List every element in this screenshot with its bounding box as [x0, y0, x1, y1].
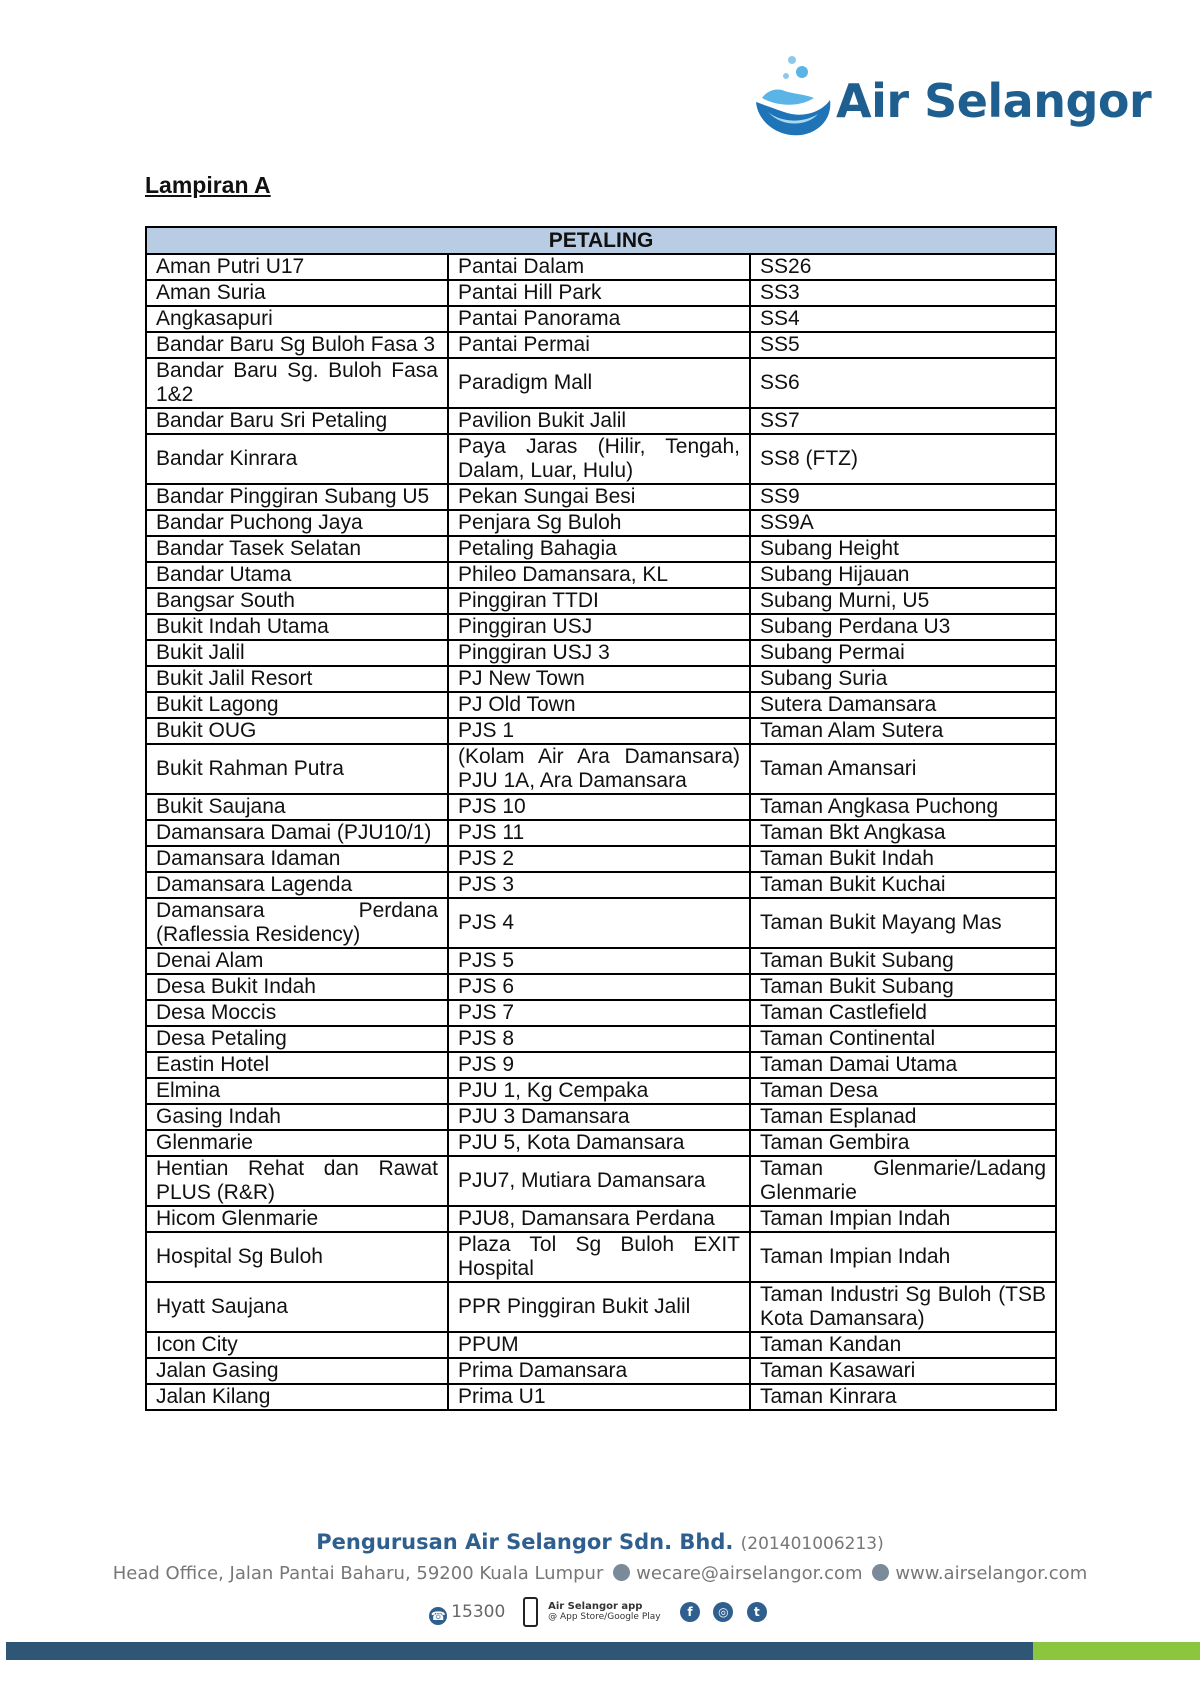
table-cell: Bukit Indah Utama — [146, 614, 448, 640]
table-row — [146, 692, 1056, 718]
table-cell: Damansara Perdana (Raflessia Residency) — [146, 898, 448, 948]
table-header-district: PETALING — [146, 227, 1056, 254]
table-row — [146, 1282, 1056, 1332]
table-cell: Taman Bukit Mayang Mas — [750, 898, 1056, 948]
footer-icons — [0, 1597, 1200, 1627]
app-stores: @ App Store/Google Play — [548, 1612, 661, 1622]
table-cell: SS9 — [750, 484, 1056, 510]
table-cell: Bandar Kinrara — [146, 434, 448, 484]
table-cell: Prima Damansara — [448, 1358, 750, 1384]
table-row — [146, 820, 1056, 846]
table-cell: Bukit OUG — [146, 718, 448, 744]
table-cell: Pantai Panorama — [448, 306, 750, 332]
footer-contact — [0, 1563, 1200, 1584]
table-row — [146, 1026, 1056, 1052]
table-cell: Damansara Idaman — [146, 846, 448, 872]
table-row — [146, 1130, 1056, 1156]
table-cell: PJ Old Town — [448, 692, 750, 718]
table-cell: Subang Suria — [750, 666, 1056, 692]
table-cell: Pekan Sungai Besi — [448, 484, 750, 510]
table-cell: Taman Bukit Subang — [750, 948, 1056, 974]
table-cell: Aman Suria — [146, 280, 448, 306]
table-cell: Bandar Baru Sg Buloh Fasa 3 — [146, 332, 448, 358]
table-cell: Taman Gembira — [750, 1130, 1056, 1156]
table-cell: Bandar Baru Sri Petaling — [146, 408, 448, 434]
table-cell: Aman Putri U17 — [146, 254, 448, 280]
table-row — [146, 434, 1056, 484]
table-cell: Bukit Rahman Putra — [146, 744, 448, 794]
table-cell: Damansara Lagenda — [146, 872, 448, 898]
table-cell: Desa Bukit Indah — [146, 974, 448, 1000]
table-cell: SS6 — [750, 358, 1056, 408]
instagram-icon[interactable]: ◎ — [713, 1602, 733, 1622]
table-cell: Bandar Puchong Jaya — [146, 510, 448, 536]
table-cell: PJ New Town — [448, 666, 750, 692]
table-cell: SS9A — [750, 510, 1056, 536]
table-cell: Taman Bukit Subang — [750, 974, 1056, 1000]
table-cell: Eastin Hotel — [146, 1052, 448, 1078]
table-cell: PJS 1 — [448, 718, 750, 744]
table-cell: Phileo Damansara, KL — [448, 562, 750, 588]
table-cell: PJS 10 — [448, 794, 750, 820]
table-row — [146, 614, 1056, 640]
table-cell: Taman Kasawari — [750, 1358, 1056, 1384]
table-cell: Pantai Hill Park — [448, 280, 750, 306]
water-drop-icon — [752, 54, 836, 144]
table-row — [146, 640, 1056, 666]
table-row — [146, 718, 1056, 744]
table-row — [146, 1332, 1056, 1358]
table-cell: Taman Bukit Indah — [750, 846, 1056, 872]
table-row — [146, 666, 1056, 692]
logo-text: Air Selangor — [836, 74, 1152, 128]
table-row — [146, 898, 1056, 948]
company-name: Pengurusan Air Selangor Sdn. Bhd. — [316, 1530, 734, 1554]
table-cell: Pantai Dalam — [448, 254, 750, 280]
table-row — [146, 948, 1056, 974]
table-cell: Desa Moccis — [146, 1000, 448, 1026]
table-cell: PJS 8 — [448, 1026, 750, 1052]
table-cell: Damansara Damai (PJU10/1) — [146, 820, 448, 846]
table-cell: (Kolam Air Ara Damansara) PJU 1A, Ara Damansara — [448, 744, 750, 794]
table-cell: Denai Alam — [146, 948, 448, 974]
table-cell: Hyatt Saujana — [146, 1282, 448, 1332]
table-cell: Taman Damai Utama — [750, 1052, 1056, 1078]
globe-icon — [872, 1564, 889, 1581]
table-row — [146, 358, 1056, 408]
table-cell: Desa Petaling — [146, 1026, 448, 1052]
table-row — [146, 1232, 1056, 1282]
table-cell: SS26 — [750, 254, 1056, 280]
table-cell: Pinggiran USJ — [448, 614, 750, 640]
table-row — [146, 484, 1056, 510]
phone-icon: ☎ — [430, 1609, 446, 1623]
head-office-address: Head Office, Jalan Pantai Baharu, 59200 Kuala Lumpur — [112, 1563, 604, 1584]
table-cell: Jalan Kilang — [146, 1384, 448, 1410]
table-cell: Taman Impian Indah — [750, 1232, 1056, 1282]
contact-email[interactable]: wecare@airselangor.com — [636, 1563, 863, 1584]
table-cell: Sutera Damansara — [750, 692, 1056, 718]
table-cell: Subang Perdana U3 — [750, 614, 1056, 640]
table-cell: PJS 4 — [448, 898, 750, 948]
table-cell: Bangsar South — [146, 588, 448, 614]
hotline-number: 15300 — [451, 1602, 506, 1622]
table-cell: SS3 — [750, 280, 1056, 306]
table-cell: Taman Impian Indah — [750, 1206, 1056, 1232]
table-cell: SS8 (FTZ) — [750, 434, 1056, 484]
table-cell: PJU7, Mutiara Damansara — [448, 1156, 750, 1206]
table-cell: Taman Kinrara — [750, 1384, 1056, 1410]
table-cell: PJS 5 — [448, 948, 750, 974]
table-row — [146, 1206, 1056, 1232]
table-cell: Bukit Jalil — [146, 640, 448, 666]
table-cell: Petaling Bahagia — [448, 536, 750, 562]
table-cell: PJU 3 Damansara — [448, 1104, 750, 1130]
document-heading: Lampiran A — [145, 172, 271, 198]
table-row — [146, 562, 1056, 588]
table-row — [146, 744, 1056, 794]
location-table — [145, 226, 1057, 1411]
table-cell: Taman Desa — [750, 1078, 1056, 1104]
table-cell: Taman Esplanad — [750, 1104, 1056, 1130]
table-cell: Pinggiran USJ 3 — [448, 640, 750, 666]
table-cell: PJS 6 — [448, 974, 750, 1000]
table-row — [146, 408, 1056, 434]
table-cell: Bukit Lagong — [146, 692, 448, 718]
company-registration: (201401006213) — [740, 1534, 884, 1554]
table-row — [146, 332, 1056, 358]
table-row — [146, 1052, 1056, 1078]
table-row — [146, 1358, 1056, 1384]
table-row — [146, 1000, 1056, 1026]
table-row — [146, 974, 1056, 1000]
table-row — [146, 536, 1056, 562]
table-cell: PJU 5, Kota Damansara — [448, 1130, 750, 1156]
footer-company — [0, 1530, 1200, 1554]
table-row — [146, 794, 1056, 820]
website-link[interactable]: www.airselangor.com — [895, 1563, 1088, 1584]
table-cell: Pinggiran TTDI — [448, 588, 750, 614]
table-cell: Prima U1 — [448, 1384, 750, 1410]
table-cell: Subang Permai — [750, 640, 1056, 666]
table-cell: Pavilion Bukit Jalil — [448, 408, 750, 434]
table-row — [146, 254, 1056, 280]
table-cell: Angkasapuri — [146, 306, 448, 332]
footer-color-bar — [6, 1642, 1200, 1660]
email-icon — [613, 1564, 630, 1581]
table-cell: PJU8, Damansara Perdana — [448, 1206, 750, 1232]
twitter-icon[interactable]: t — [747, 1602, 767, 1622]
table-cell: Taman Kandan — [750, 1332, 1056, 1358]
table-cell: Taman Amansari — [750, 744, 1056, 794]
table-cell: Glenmarie — [146, 1130, 448, 1156]
table-row — [146, 1156, 1056, 1206]
table-cell: PJS 2 — [448, 846, 750, 872]
table-cell: Elmina — [146, 1078, 448, 1104]
table-cell: Icon City — [146, 1332, 448, 1358]
table-cell: Subang Height — [750, 536, 1056, 562]
table-cell: Paya Jaras (Hilir, Tengah, Dalam, Luar, Hulu) — [448, 434, 750, 484]
table-cell: Taman Angkasa Puchong — [750, 794, 1056, 820]
table-cell: PJS 9 — [448, 1052, 750, 1078]
table-cell: Taman Bkt Angkasa — [750, 820, 1056, 846]
table-row — [146, 1384, 1056, 1410]
table-cell: Hicom Glenmarie — [146, 1206, 448, 1232]
app-title: Air Selangor app — [548, 1601, 643, 1612]
table-cell: Paradigm Mall — [448, 358, 750, 408]
table-cell: Pantai Permai — [448, 332, 750, 358]
table-cell: Taman Castlefield — [750, 1000, 1056, 1026]
table-cell: Subang Hijauan — [750, 562, 1056, 588]
table-cell: PJU 1, Kg Cempaka — [448, 1078, 750, 1104]
table-cell: Hospital Sg Buloh — [146, 1232, 448, 1282]
table-cell: Plaza Tol Sg Buloh EXIT Hospital — [448, 1232, 750, 1282]
table-cell: Jalan Gasing — [146, 1358, 448, 1384]
table-cell: Taman Glenmarie/Ladang Glenmarie — [750, 1156, 1056, 1206]
table-cell: Subang Murni, U5 — [750, 588, 1056, 614]
table-row — [146, 872, 1056, 898]
table-cell: Taman Continental — [750, 1026, 1056, 1052]
facebook-icon[interactable]: f — [680, 1602, 700, 1622]
table-cell: SS5 — [750, 332, 1056, 358]
app-badge[interactable] — [523, 1597, 661, 1627]
table-body — [146, 254, 1056, 1410]
table-row — [146, 280, 1056, 306]
table-cell: Bandar Utama — [146, 562, 448, 588]
table-row — [146, 1078, 1056, 1104]
table-cell: Penjara Sg Buloh — [448, 510, 750, 536]
table-row — [146, 510, 1056, 536]
table-cell: PJS 7 — [448, 1000, 750, 1026]
table-cell: PJS 3 — [448, 872, 750, 898]
table-cell: PPR Pinggiran Bukit Jalil — [448, 1282, 750, 1332]
table-row — [146, 588, 1056, 614]
air-selangor-logo — [752, 54, 1152, 154]
table-cell: Bandar Tasek Selatan — [146, 536, 448, 562]
table-cell: PJS 11 — [448, 820, 750, 846]
table-cell: Bukit Saujana — [146, 794, 448, 820]
table-row — [146, 1104, 1056, 1130]
table-cell: Bukit Jalil Resort — [146, 666, 448, 692]
table-row — [146, 846, 1056, 872]
table-cell: SS7 — [750, 408, 1056, 434]
table-cell: Taman Alam Sutera — [750, 718, 1056, 744]
table-row — [146, 306, 1056, 332]
table-cell: Bandar Baru Sg. Buloh Fasa 1&2 — [146, 358, 448, 408]
table-cell: Taman Industri Sg Buloh (TSB Kota Damansara) — [750, 1282, 1056, 1332]
table-cell: Gasing Indah — [146, 1104, 448, 1130]
table-cell: Taman Bukit Kuchai — [750, 872, 1056, 898]
mobile-phone-icon — [523, 1597, 538, 1627]
table-cell: Hentian Rehat dan Rawat PLUS (R&R) — [146, 1156, 448, 1206]
table-cell: Bandar Pinggiran Subang U5 — [146, 484, 448, 510]
table-cell: SS4 — [750, 306, 1056, 332]
table-cell: PPUM — [448, 1332, 750, 1358]
